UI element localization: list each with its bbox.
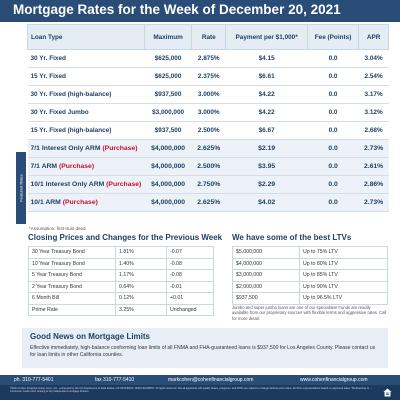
instrument-cell: 5 Year Treasury Bond [29, 270, 116, 282]
table-row [29, 281, 214, 293]
maximum-cell: $937,500 [145, 122, 192, 140]
apr-cell: 3.12% [359, 104, 389, 122]
table-row [28, 194, 389, 212]
loan-type-cell: 30 Yr. Fixed [28, 50, 145, 68]
apr-cell: 2.61% [359, 158, 389, 176]
email-link[interactable]: markcohen@cohenfinancialgroup.com [168, 377, 254, 383]
table-row [233, 258, 388, 270]
table-row [29, 258, 214, 270]
table-row [28, 176, 389, 194]
maximum-cell: $625,000 [145, 50, 192, 68]
table-row [28, 104, 389, 122]
header-apr: APR [359, 25, 389, 50]
legal-footer [0, 385, 400, 400]
fee-cell: 0.0 [307, 68, 358, 86]
treasury-table [28, 246, 214, 316]
apr-cell: 3.04% [359, 50, 389, 68]
apr-cell: 2.54% [359, 68, 389, 86]
fee-cell: 0.0 [307, 176, 358, 194]
header-payment: Payment per $1,000* [226, 25, 307, 50]
table-row [28, 158, 389, 176]
legal-text: ©2021 Cohen Financial Group Corp., Inc., a licensed by the CA Department of Real Estate, LIC #01245102. NMLS #1008257. All rights reserved. Not all applicants will qualify. Rates, programs, and APRs are subject to change without prior notice. All CFG representatives based on approved sales. *Refinancing or ... Consumer Guide 2021 ranking of top independent mortgage brokers. [10, 387, 373, 394]
change-cell: -0.08 [167, 258, 214, 270]
rate-cell: 2.500% [192, 122, 226, 140]
news-body: Effective immediately, high-balance conforming loan limits of all FNMA and FHA-guaranteed loans is $937,500 for Los Angeles County. Please contact us for loan limits in other California counties. [30, 345, 376, 358]
payment-cell: $4.22 [226, 86, 307, 104]
price-cell: 3.25% [116, 304, 167, 316]
fee-cell: 0.0 [307, 158, 358, 176]
payment-cell: $4.15 [226, 50, 307, 68]
rate-cell: 2.625% [192, 194, 226, 212]
table-row [28, 140, 389, 158]
featured-rates-label: Featured Rates [18, 174, 24, 202]
apr-cell: 2.86% [359, 176, 389, 194]
table-row [233, 270, 388, 282]
rate-cell: 2.625% [192, 140, 226, 158]
maximum-cell: $625,000 [145, 68, 192, 86]
table-row [29, 304, 214, 316]
ltv-cell: Up to 90% LTV [300, 281, 388, 293]
price-cell: 0.64% [116, 281, 167, 293]
rates-footnote: *Assumption: first-trust deed [29, 226, 86, 231]
purchase-tag: (Purchase) [62, 199, 98, 206]
rate-cell: 3.000% [192, 86, 226, 104]
ltv-cell: Up to 80% LTV [300, 258, 388, 270]
fee-cell: 0.0 [307, 50, 358, 68]
price-cell: 1.81% [116, 247, 167, 259]
equal-housing-icon [383, 388, 392, 397]
purchase-tag: (Purchase) [58, 163, 95, 170]
loan-type-cell: 15 Yr. Fixed (high-balance) [28, 122, 145, 140]
ltv-cell: Up to 96.5% LTV [300, 293, 388, 305]
change-cell: -0.01 [167, 281, 214, 293]
change-cell: -0.08 [167, 270, 214, 282]
table-row [28, 50, 389, 68]
table-row [29, 270, 214, 282]
loan-type-cell: 30 Yr. Fixed Jumbo [28, 104, 145, 122]
apr-cell: 2.73% [359, 140, 389, 158]
maximum-cell: $937,500 [145, 86, 192, 104]
loan-type-cell: 7/1 Interest Only ARM (Purchase) [28, 140, 145, 158]
change-cell: +0.01 [167, 293, 214, 305]
loan-amount-cell: $5,000,000 [233, 247, 300, 259]
price-cell: 1.40% [116, 258, 167, 270]
apr-cell: 2.73% [359, 194, 389, 212]
price-cell: 1.17% [116, 270, 167, 282]
table-row [28, 86, 389, 104]
table-row [29, 247, 214, 259]
fee-cell: 0.0 [307, 140, 358, 158]
instrument-cell: 6 Month Bill [29, 293, 116, 305]
payment-cell: $4.22 [226, 104, 307, 122]
ltv-note: Jumbo and super jumbo loans are one of our specialties! Funds are readily available from our proprietary sources with flexible terms and aggressive rates. Call for more detail. [232, 305, 387, 321]
instrument-cell: 2 Year Treasury Bond [29, 281, 116, 293]
phone-number: ph. 310-777-5401 [14, 377, 54, 383]
change-cell: -0.07 [167, 247, 214, 259]
header-rate: Rate [192, 25, 226, 50]
rates-table [27, 24, 389, 212]
payment-cell: $2.29 [226, 176, 307, 194]
rate-cell: 2.750% [192, 176, 226, 194]
maximum-cell: $3,000,000 [145, 104, 192, 122]
ltv-table [232, 246, 388, 305]
fee-cell: 0.0 [307, 86, 358, 104]
fax-number: fax 310-777-5410 [95, 377, 135, 383]
contact-bar [0, 375, 400, 385]
payment-cell: $3.95 [226, 158, 307, 176]
table-row [28, 122, 389, 140]
featured-rates-tab [16, 152, 26, 224]
table-row [233, 281, 388, 293]
header-fee: Fee (Points) [307, 25, 358, 50]
loan-type-cell: 7/1 ARM (Purchase) [28, 158, 145, 176]
maximum-cell: $4,000,000 [145, 194, 192, 212]
payment-cell: $6.67 [226, 122, 307, 140]
rate-cell: 3.000% [192, 104, 226, 122]
loan-amount-cell: $4,000,000 [233, 258, 300, 270]
apr-cell: 3.17% [359, 86, 389, 104]
treasury-heading: Closing Prices and Changes for the Previous Week [28, 233, 223, 242]
ltv-cell: Up to 75% LTV [300, 247, 388, 259]
rate-cell: 2.375% [192, 68, 226, 86]
payment-cell: $4.02 [226, 194, 307, 212]
maximum-cell: $4,000,000 [145, 140, 192, 158]
instrument-cell: 10 Year Treasury Bond [29, 258, 116, 270]
apr-cell: 2.68% [359, 122, 389, 140]
maximum-cell: $4,000,000 [145, 176, 192, 194]
news-heading: Good News on Mortgage Limits [30, 332, 151, 341]
table-row [233, 247, 388, 259]
news-panel [22, 328, 388, 368]
rate-cell: 2.875% [192, 50, 226, 68]
rate-cell: 2.500% [192, 158, 226, 176]
purchase-tag: (Purchase) [102, 145, 138, 152]
loan-type-cell: 30 Yr. Fixed (high-balance) [28, 86, 145, 104]
instrument-cell: 30 Year Treasury Bond [29, 247, 116, 259]
payment-cell: $6.61 [226, 68, 307, 86]
change-cell: Unchanged [167, 304, 214, 316]
table-row [28, 68, 389, 86]
website-link[interactable]: www.cohenfinancialgroup.com [300, 377, 368, 383]
page-title: Mortgage Rates for the Week of December 20, 2021 [0, 0, 400, 22]
table-row [29, 293, 214, 305]
loan-amount-cell: $3,000,000 [233, 270, 300, 282]
fee-cell: 0.0 [307, 194, 358, 212]
loan-type-cell: 10/1 Interest Only ARM (Purchase) [28, 176, 145, 194]
rates-header-row [28, 25, 389, 50]
header-loan-type: Loan Type [28, 25, 145, 50]
instrument-cell: Prime Rate [29, 304, 116, 316]
price-cell: 0.12% [116, 293, 167, 305]
header-maximum: Maximum [145, 25, 192, 50]
purchase-tag: (Purchase) [106, 181, 142, 188]
fee-cell: 0.0 [307, 104, 358, 122]
loan-amount-cell: $937,500 [233, 293, 300, 305]
loan-amount-cell: $2,000,000 [233, 281, 300, 293]
ltv-heading: We have some of the best LTVs [232, 233, 352, 242]
payment-cell: $2.19 [226, 140, 307, 158]
maximum-cell: $4,000,000 [145, 158, 192, 176]
loan-type-cell: 10/1 ARM (Purchase) [28, 194, 145, 212]
ltv-cell: Up to 85% LTV [300, 270, 388, 282]
fee-cell: 0.0 [307, 122, 358, 140]
loan-type-cell: 15 Yr. Fixed [28, 68, 145, 86]
table-row [233, 293, 388, 305]
